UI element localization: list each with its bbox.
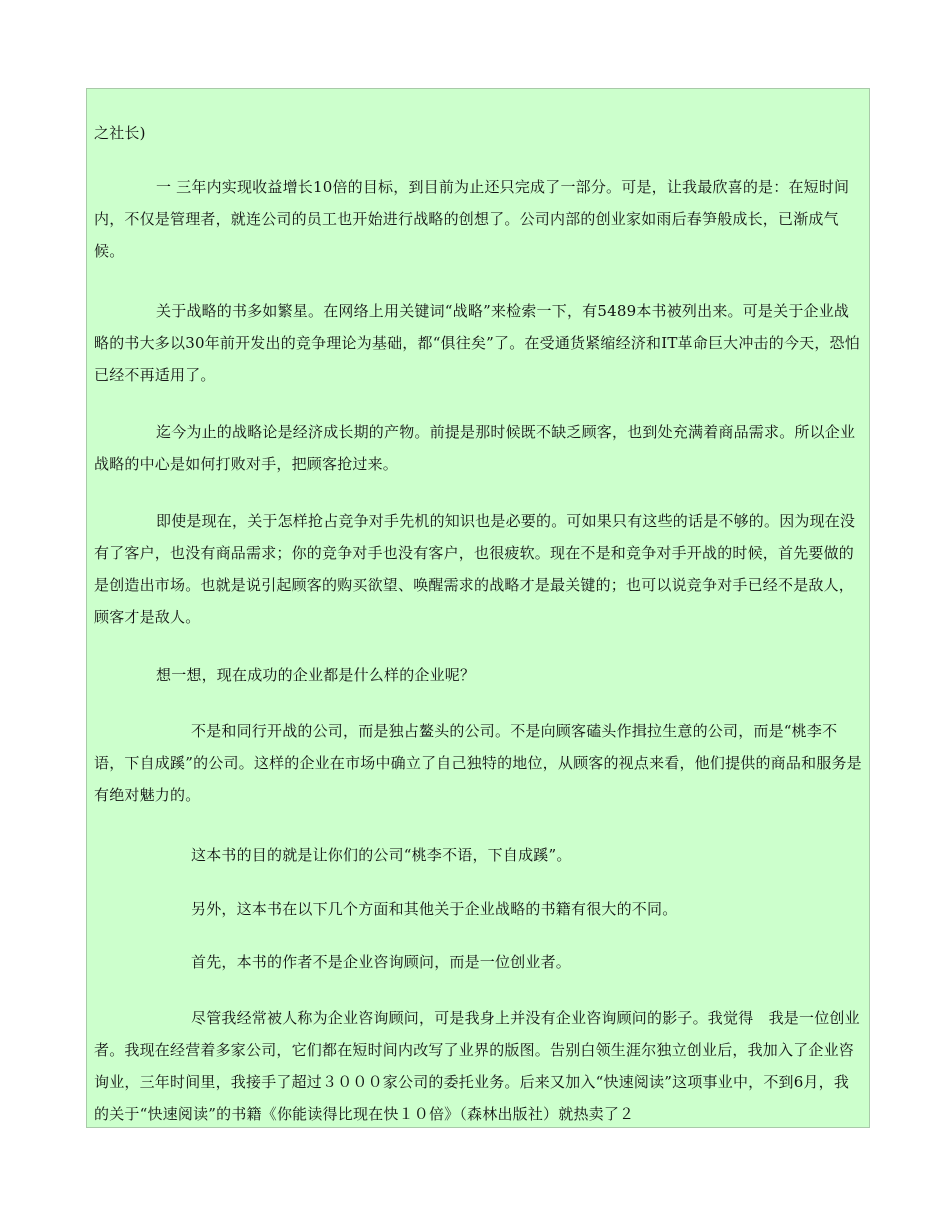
paragraph-8: 这本书的目的就是让你们的公司“桃李不语，下自成蹊”。 xyxy=(191,846,572,864)
paragraph-1: 之社长) xyxy=(94,124,146,142)
paragraph-11: 尽管我经常被人称为企业咨询顾问，可是我身上并没有企业咨询顾问的影子。我觉得 我是一位创业者。我现在经营着多家公司，它们都在短时间内改写了业界的版图。告别白领生涯尔独立创业后，我加入了企业咨询业，三年时间里，我接手了超过３０００家公司的委托业务。后来又加入“快速阅读”这项事业中，不到6月，我的关于“快速阅读”的书籍《你能读得比现在快１０倍》（森林出版社）就热卖了２ xyxy=(94,1009,860,1123)
paragraph-9: 另外，这本书在以下几个方面和其他关于企业战略的书籍有很大的不同。 xyxy=(191,900,678,918)
paragraph-6: 想一想，现在成功的企业都是什么样的企业呢？ xyxy=(156,666,476,684)
paragraph-5: 即使是现在，关于怎样抢占竞争对手先机的知识也是必要的。可如果只有这些的话是不够的。因为现在没有了客户，也没有商品需求；你的竞争对手也没有客户，也很疲软。现在不是和竞争对手开战的时候，首先要做的是创造出市场。也就是说引起顾客的购买欲望、唤醒需求的战略才是最关键的；也可以说竞争对手已经不是敌人，顾客才是敌人。 xyxy=(94,512,856,626)
paragraph-2: 一 三年内实现收益增长10倍的目标，到目前为止还只完成了一部分。可是，让我最欣喜的是：在短时间内，不仅是管理者，就连公司的员工也开始进行战略的创想了。公司内部的创业家如雨后春笋般成长，已渐成气候。 xyxy=(94,178,850,260)
paragraph-3: 关于战略的书多如繁星。在网络上用关键词“战略”来检索一下，有5489本书被列出来。可是关于企业战略的书大多以30年前开发出的竞争理论为基础，都“俱往矣”了。在受通货紧缩经济和IT革命巨大冲击的今天，恐怕已经不再适用了。 xyxy=(94,302,860,384)
paragraph-4: 迄今为止的战略论是经济成长期的产物。前提是那时候既不缺乏顾客，也到处充满着商品需求。所以企业战略的中心是如何打败对手，把顾客抢过来。 xyxy=(94,423,856,473)
document-page xyxy=(86,88,870,1128)
paragraph-10: 首先，本书的作者不是企业咨询顾问，而是一位创业者。 xyxy=(191,953,572,971)
paragraph-7: 不是和同行开战的公司，而是独占鳌头的公司。不是向顾客磕头作揖拉生意的公司，而是“桃李不语，下自成蹊”的公司。这样的企业在市场中确立了自己独特的地位，从顾客的视点来看，他们提供的商品和服务是有绝对魅力的。 xyxy=(94,722,862,804)
